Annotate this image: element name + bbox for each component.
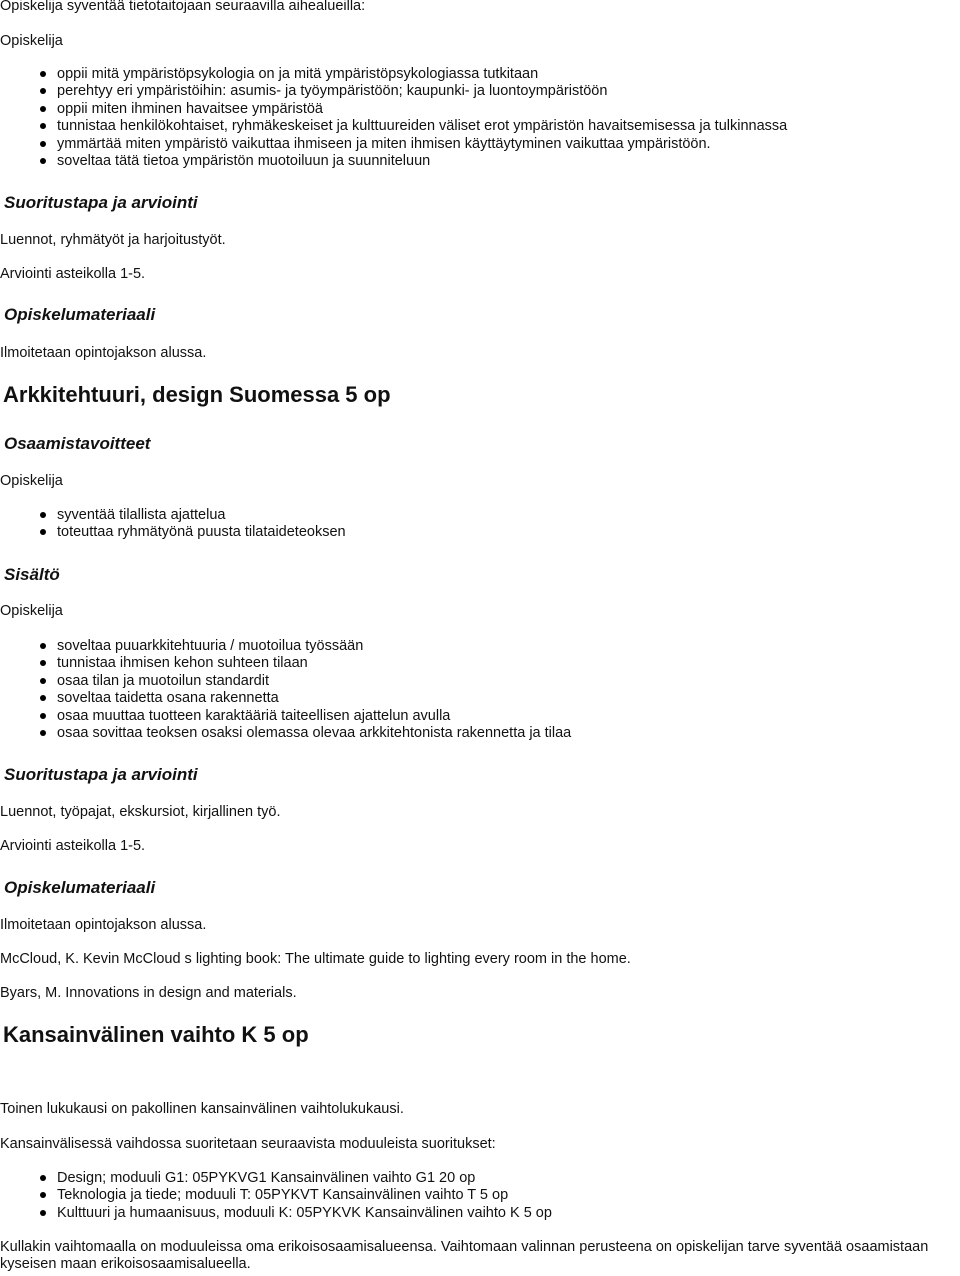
list-item: toteuttaa ryhmätyönä puusta tilataideteoksen xyxy=(0,524,346,541)
list-item: perehtyy eri ympäristöihin: asumis- ja työympäristöön; kaupunki- ja luontoympäristöön xyxy=(0,83,787,100)
material-text: Ilmoitetaan opintojakson alussa. xyxy=(0,345,207,361)
list-item: tunnistaa henkilökohtaiset, ryhmäkeskeiset ja kulttuureiden väliset erot ympäristön havaitsemisessa ja tulkinnassa xyxy=(0,118,787,135)
outcomes-heading: Osaamistavoitteet xyxy=(4,434,151,453)
bullet-icon xyxy=(40,88,46,94)
material-heading: Opiskelumateriaali xyxy=(4,878,156,897)
bullet-icon xyxy=(40,512,46,518)
method-text: Luennot, ryhmätyöt ja harjoitustyöt. xyxy=(0,232,226,248)
learner-label: Opiskelija xyxy=(0,33,63,49)
bullet-icon xyxy=(40,695,46,701)
bullet-icon xyxy=(40,158,46,164)
material-heading: Opiskelumateriaali xyxy=(4,305,156,324)
list-item: Kulttuuri ja humaanisuus, moduuli K: 05PYKVK Kansainvälinen vaihto K 5 op xyxy=(0,1205,552,1222)
bullet-icon xyxy=(40,730,46,736)
list-item: soveltaa puuarkkitehtuuria / muotoilua työssään xyxy=(0,638,571,655)
list-item: tunnistaa ihmisen kehon suhteen tilaan xyxy=(0,655,571,672)
bullet-icon xyxy=(40,1175,46,1181)
list-item: Design; moduuli G1: 05PYKVG1 Kansainvälinen vaihto G1 20 op xyxy=(0,1170,552,1187)
intro-text: Opiskelija syventää tietotaitojaan seuraavilla aihealueilla: xyxy=(0,0,366,14)
reference-2: Byars, M. Innovations in design and materials. xyxy=(0,985,297,1001)
bullet-icon xyxy=(40,106,46,112)
method-text: Luennot, työpajat, ekskursiot, kirjallinen työ. xyxy=(0,804,281,820)
list-item: ymmärtää miten ympäristö vaikuttaa ihmiseen ja miten ihmisen käyttäytyminen vaikuttaa ympäristöön. xyxy=(0,136,787,153)
bullet-icon xyxy=(40,529,46,535)
bullet-icon xyxy=(40,713,46,719)
reference-1: McCloud, K. Kevin McCloud s lighting book: The ultimate guide to lighting every room in the home. xyxy=(0,951,631,967)
content-list xyxy=(0,638,571,742)
learner-label: Opiskelija xyxy=(0,603,63,619)
list-item: osaa tilan ja muotoilun standardit xyxy=(0,673,571,690)
topics-list xyxy=(0,66,787,170)
bullet-icon xyxy=(40,141,46,147)
course-title: Kansainvälinen vaihto K 5 op xyxy=(3,1022,309,1047)
grading-text: Arviointi asteikolla 1-5. xyxy=(0,838,146,854)
list-item: soveltaa taidetta osana rakennetta xyxy=(0,690,571,707)
bullet-icon xyxy=(40,660,46,666)
learner-label: Opiskelija xyxy=(0,473,63,489)
outcomes-list xyxy=(0,507,346,542)
exchange-closing-paragraph: Kullakin vaihtomaalla on moduuleissa oma erikoisosaamisalueensa. Vaihtomaan valinnan perusteena on opiskelijan tarve syventää osaamistaan kyseisen maan erikoisosaamisalueella. xyxy=(0,1239,929,1272)
list-item: syventää tilallista ajattelua xyxy=(0,507,346,524)
method-heading: Suoritustapa ja arviointi xyxy=(4,765,198,784)
grading-text: Arviointi asteikolla 1-5. xyxy=(0,266,146,282)
exchange-paragraph-2: Kansainvälisessä vaihdossa suoritetaan seuraavista moduuleista suoritukset: xyxy=(0,1136,496,1152)
method-heading: Suoritustapa ja arviointi xyxy=(4,193,198,212)
list-item: osaa muuttaa tuotteen karaktääriä taiteellisen ajattelun avulla xyxy=(0,708,571,725)
bullet-icon xyxy=(40,643,46,649)
content-heading: Sisältö xyxy=(4,565,60,584)
bullet-icon xyxy=(40,123,46,129)
list-item: oppii miten ihminen havaitsee ympäristöä xyxy=(0,101,787,118)
bullet-icon xyxy=(40,1210,46,1216)
modules-list xyxy=(0,1170,552,1222)
material-text: Ilmoitetaan opintojakson alussa. xyxy=(0,917,207,933)
list-item: osaa sovittaa teoksen osaksi olemassa olevaa arkkitehtonista rakennetta ja tilaa xyxy=(0,725,571,742)
exchange-paragraph-1: Toinen lukukausi on pakollinen kansainvälinen vaihtolukukausi. xyxy=(0,1101,404,1117)
bullet-icon xyxy=(40,71,46,77)
list-item: oppii mitä ympäristöpsykologia on ja mitä ympäristöpsykologiassa tutkitaan xyxy=(0,66,787,83)
list-item: soveltaa tätä tietoa ympäristön muotoiluun ja suunniteluun xyxy=(0,153,787,170)
bullet-icon xyxy=(40,678,46,684)
bullet-icon xyxy=(40,1192,46,1198)
course-title: Arkkitehtuuri, design Suomessa 5 op xyxy=(3,382,391,407)
list-item: Teknologia ja tiede; moduuli T: 05PYKVT Kansainvälinen vaihto T 5 op xyxy=(0,1187,552,1204)
